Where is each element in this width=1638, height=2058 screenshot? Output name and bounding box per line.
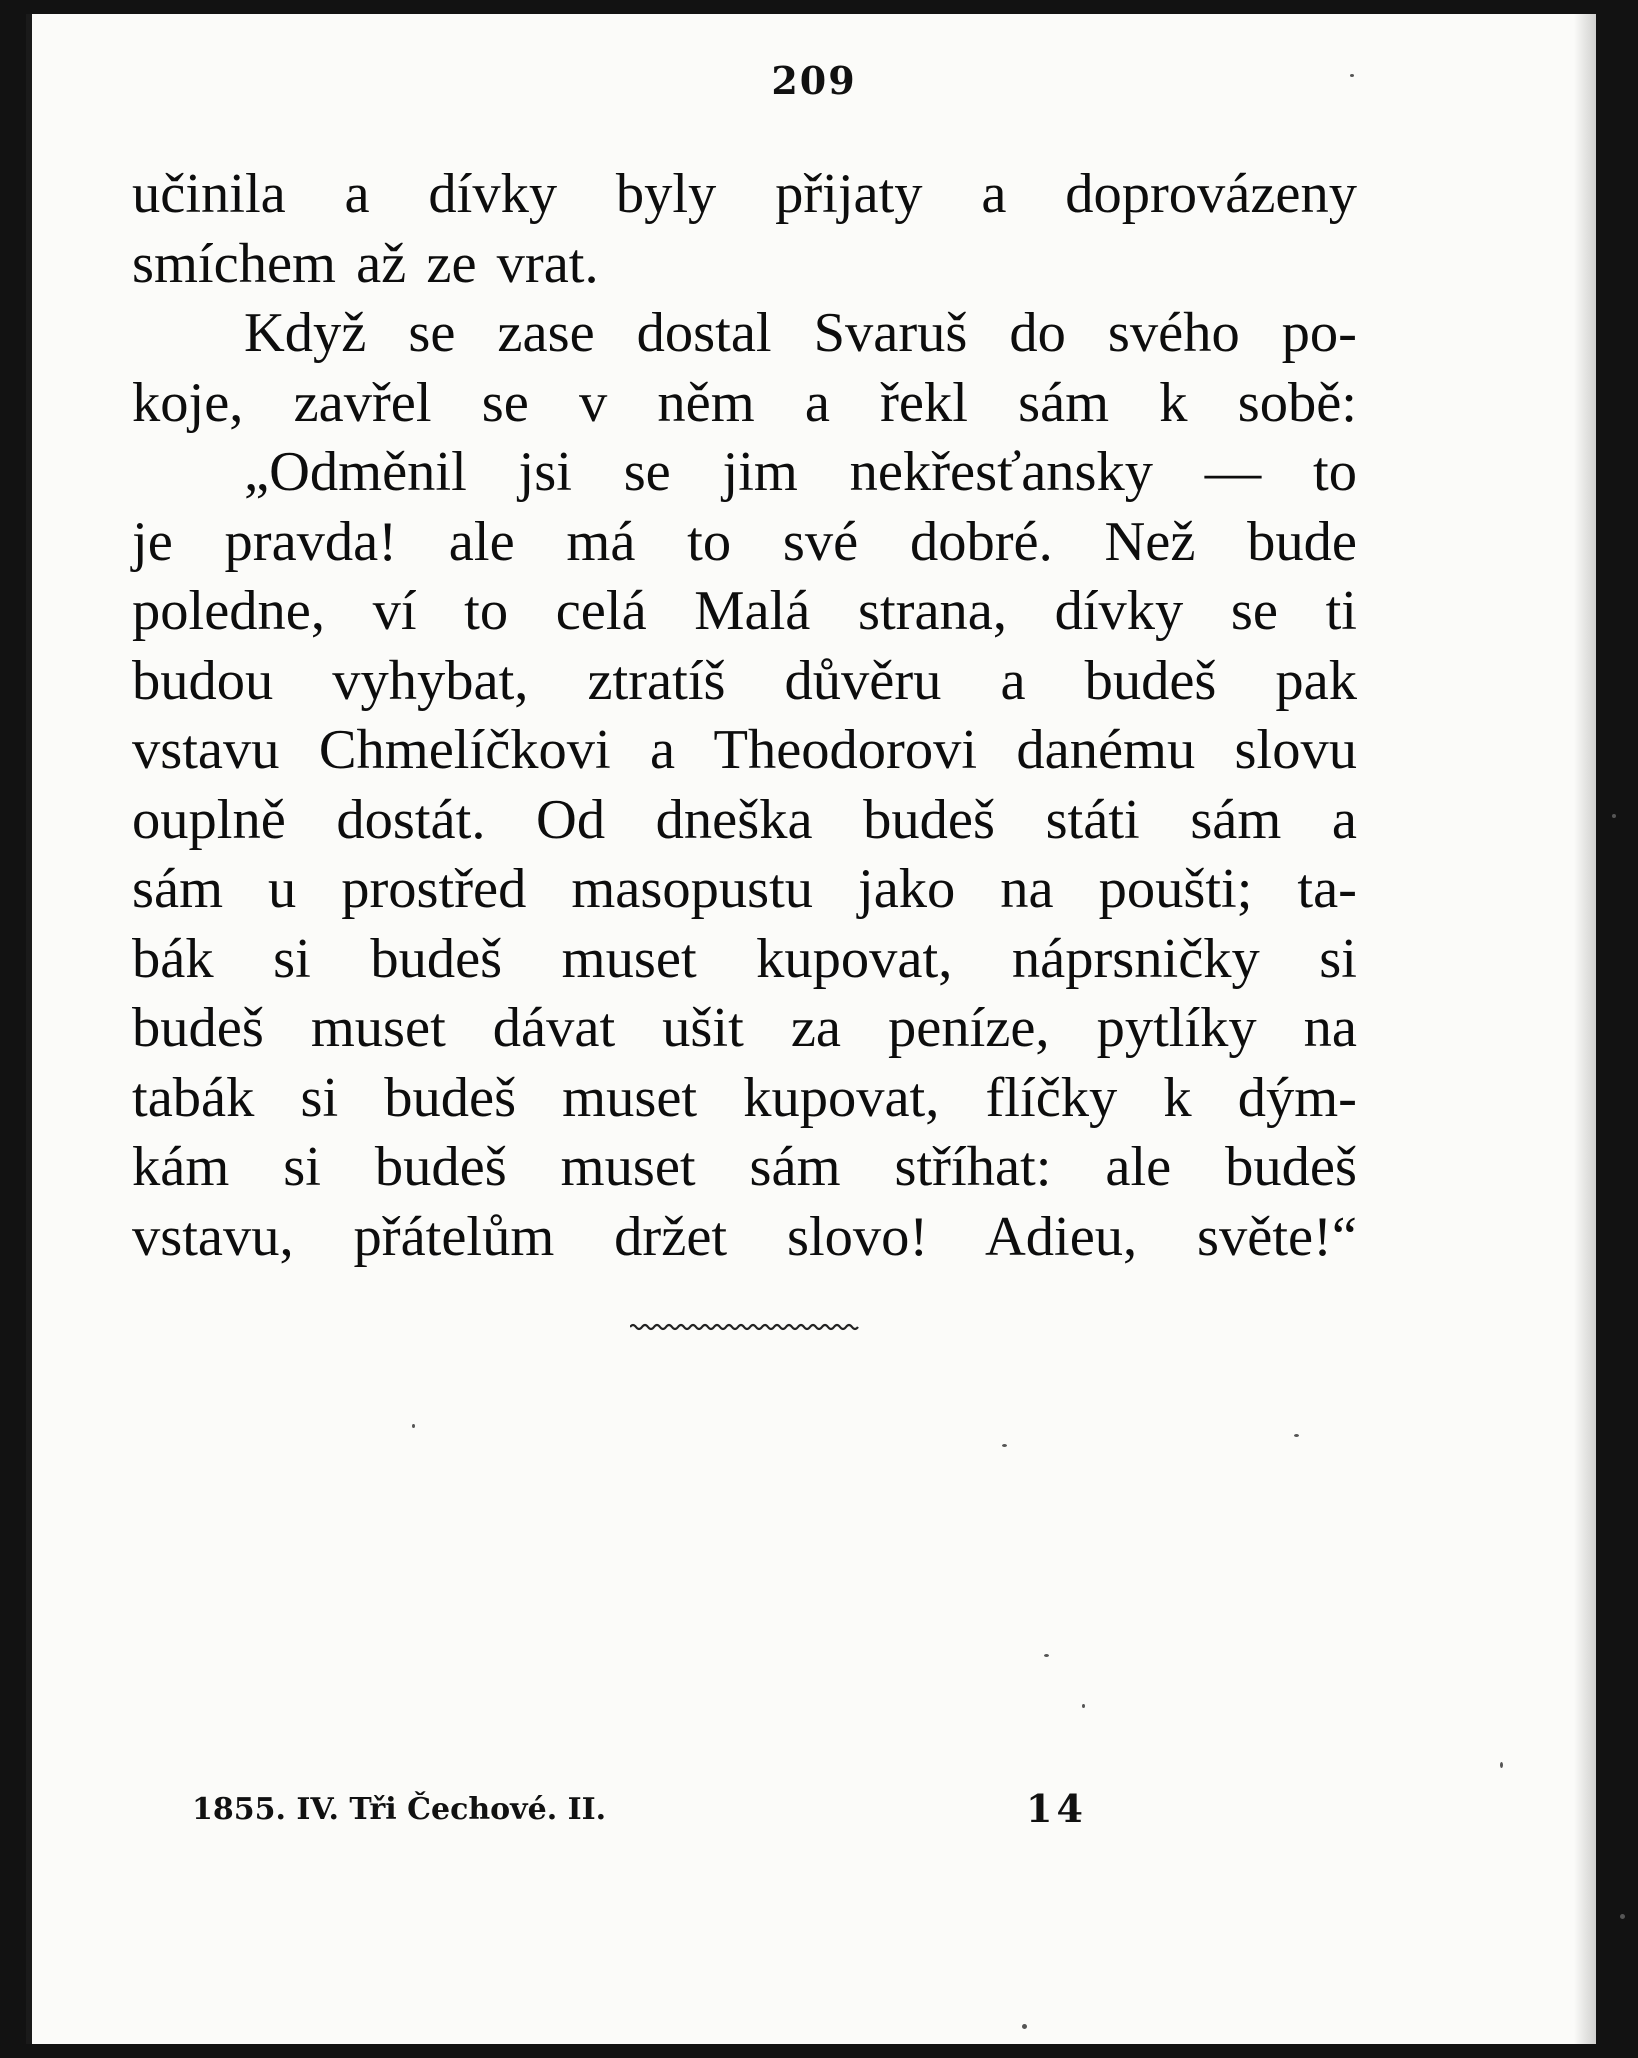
text-line: tabák si budeš muset kupovat, flíčky k dým-	[132, 1066, 1357, 1129]
printer-signature: 1855. IV. Tři Čechové. II.	[192, 1792, 607, 1827]
sheet-number: 14	[1026, 1786, 1087, 1831]
text-line: poledne, ví to celá Malá strana, dívky se ti	[132, 580, 1357, 642]
text-line: kám si budeš muset sám stříhat: ale budeš	[132, 1136, 1357, 1198]
scan-speck	[1294, 1434, 1299, 1437]
scan-speck	[1044, 1654, 1049, 1657]
scan-speck	[1022, 2024, 1027, 2029]
book-page	[26, 14, 1596, 2044]
scan-speck	[1612, 814, 1616, 818]
text-line: ouplně dostát. Od dneška budeš státi sám a	[132, 788, 1357, 851]
page-number: 209	[771, 58, 857, 103]
text-line: koje, zavřel se v něm a řekl sám k sobě:	[132, 371, 1357, 434]
scan-speck	[1082, 1704, 1085, 1708]
ornamental-divider	[630, 1322, 860, 1332]
scan-speck	[1500, 1762, 1503, 1768]
text-line: vstavu Chmelíčkovi a Theodorovi danému slovu	[132, 719, 1357, 781]
scan-speck	[1002, 1444, 1007, 1447]
text-line: smíchem až ze vrat.	[132, 232, 599, 295]
scan-speck	[1350, 74, 1354, 77]
text-line: bák si budeš muset kupovat, náprsničky si	[132, 927, 1357, 990]
text-line: vstavu, přátelům držet slovo! Adieu, světe!“	[132, 1205, 1357, 1268]
text-line: budeš muset dávat ušit za peníze, pytlíky na	[132, 997, 1357, 1059]
body-text	[132, 160, 1357, 1272]
text-line: budou vyhybat, ztratíš důvěru a budeš pak	[132, 649, 1357, 712]
scan-speck	[412, 1424, 415, 1428]
scan-speck	[1620, 1914, 1625, 1919]
text-line: Když se zase dostal Svaruš do svého po-	[244, 302, 1357, 364]
text-line: učinila a dívky byly přijaty a doprovázeny	[132, 163, 1357, 225]
text-line: sám u prostřed masopustu jako na poušti; ta-	[132, 858, 1357, 920]
text-line: „Odměnil jsi se jim nekřesťansky — to	[244, 441, 1357, 503]
scan-edge-shadow	[1574, 14, 1596, 2044]
text-line: je pravda! ale má to své dobré. Než bude	[132, 510, 1357, 573]
